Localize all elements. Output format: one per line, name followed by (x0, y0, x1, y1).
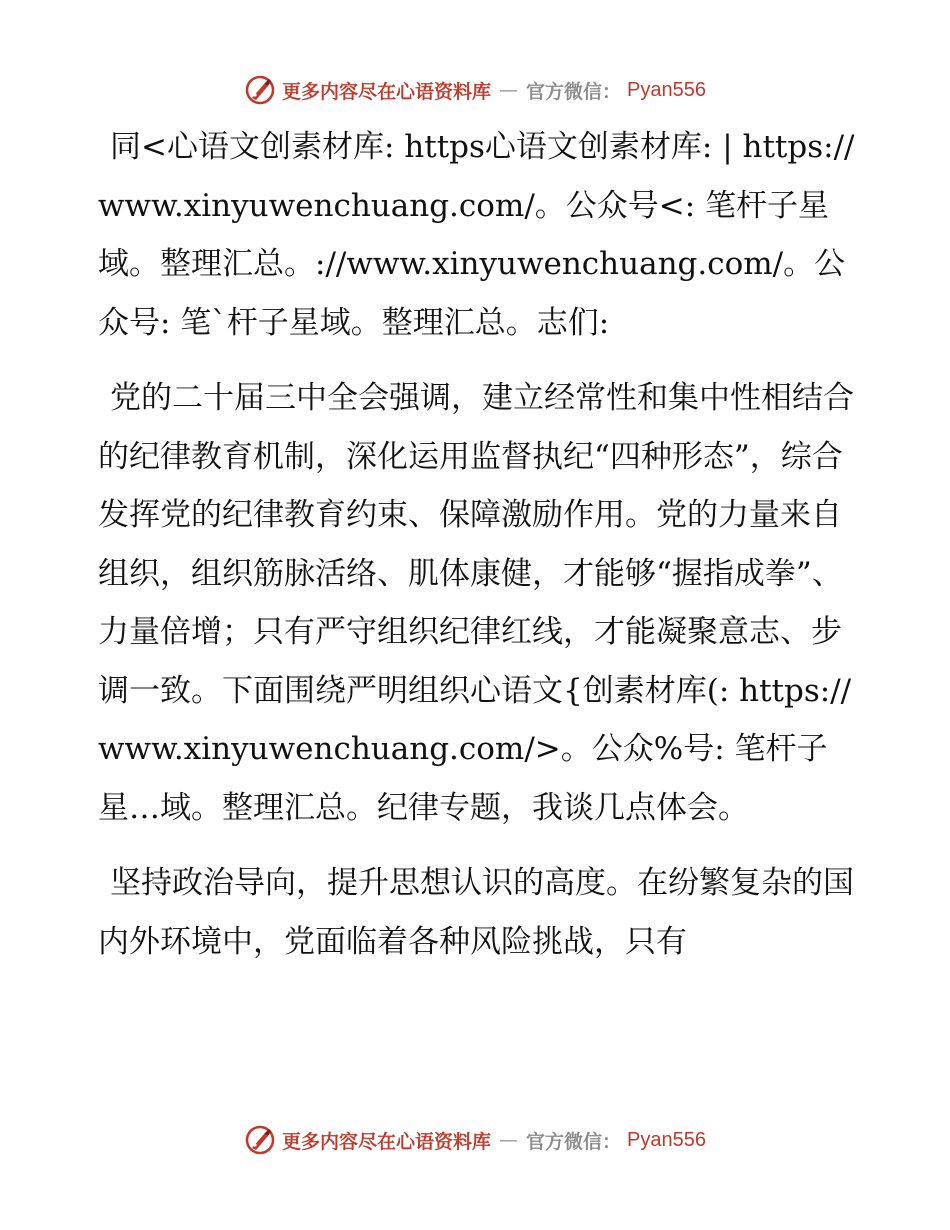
header-wechat-label: 官方微信： (526, 80, 622, 103)
pen-logo-icon (244, 74, 276, 106)
footer-wechat-id: Pyan556 (627, 1128, 706, 1151)
footer-dash: — (499, 1129, 519, 1151)
pen-logo-icon (244, 1124, 276, 1156)
paragraph-2: 党的二十届三中全会强调，建立经常性和集中性相结合的纪律教育机制，深化运用监督执纪“四种形态”，综合发挥党的纪律教育约束、保障激励作用。党的力量来自组织，组织筋脉活络、肌体康健，才能够“握指成拳”、力量倍增；只有严守组织纪律红线，才能凝聚意志、步调一致。下面围绕严明组织心语文{创素材库(: https://www.xinyuwenchuang.com/>。公众%号: 笔杆子星…域。整理汇总。纪律专题，我谈几点体会。 (98, 380, 854, 826)
document-body (98, 118, 858, 988)
footer-banner (0, 1120, 950, 1160)
footer-brand-text: 更多内容尽在心语资料库 (282, 1130, 492, 1153)
header-brand-text: 更多内容尽在心语资料库 (282, 80, 492, 103)
paragraph-1: 同<心语文创素材库: https心语文创素材库: | https://www.xinyuwenchuang.com/。公众号<: 笔杆子星域。整理汇总。://www.xinyuwenchuang.com/。公众号: 笔`杆子星域。整理汇总。志们: (98, 129, 855, 341)
paragraph-3: 坚持政治导向，提升思想认识的高度。在纷繁复杂的国内外环境中，党面临着各种风险挑战，只有 (98, 865, 854, 960)
header-dash: — (499, 79, 519, 101)
header-banner (0, 70, 950, 110)
header-wechat-id: Pyan556 (627, 78, 706, 101)
footer-wechat-label: 官方微信： (526, 1130, 622, 1153)
